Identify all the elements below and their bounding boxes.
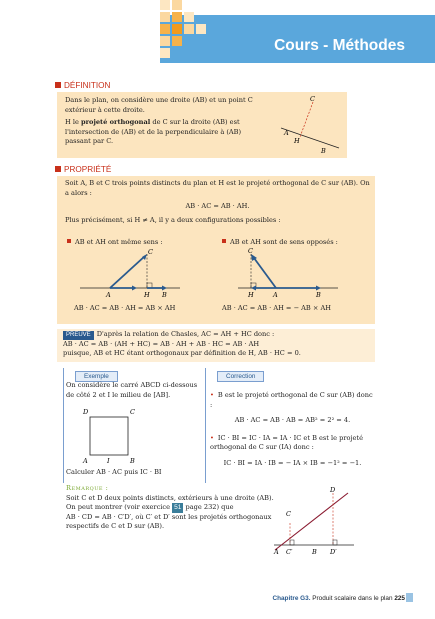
svg-text:B: B (130, 457, 135, 465)
case1-figure (70, 246, 190, 306)
svg-text:B: B (312, 548, 317, 556)
svg-text:C: C (310, 95, 315, 103)
correction-tag: Correction (217, 371, 264, 382)
svg-text:H: H (144, 291, 150, 299)
svg-text:C′: C′ (286, 548, 293, 556)
example-text: On considère le carré ABCD ci-dessous de côté 2 et I le milieu de [AB]. (66, 381, 198, 399)
definition-figure (275, 92, 345, 154)
property-text: Soit A, B et C trois points distincts du plan et H est le projeté orthogonal de C sur (AB). On a alors : AB · AC = AB · AH. Plus précisément, si H ≠ A, il y a deux configurations possibles : (65, 179, 370, 224)
header-decoration (160, 0, 435, 68)
svg-text:D: D (83, 408, 89, 416)
proof-text: PREUVE D'après la relation de Chasles, AC = AH + HC donc : AB · AC = AB · (AH + HC) = AB · AH + AB · HC = AB · AH puisque, AB et HC étant orthogonaux par définition de H, AB · HC = 0. (63, 330, 301, 358)
svg-text:A: A (106, 291, 111, 299)
exercise-link[interactable]: 51 (174, 504, 182, 512)
definition-text: Dans le plan, on considère une droite (AB) et un point C extérieur à cette droite. H le projeté orthogonal de C sur la droite (AB) est l'intersection de (AB) et de la perpendiculaire à (AB) passant par C. (65, 96, 253, 146)
case2-formula: AB · AC = AB · AH = − AB × AH (222, 304, 331, 312)
case2-label: AB et AH sont de sens opposés : (222, 238, 338, 248)
footer: Chapitre G3. Produit scalaire dans le plan 225 (272, 595, 405, 602)
case1-label: AB et AH ont même sens : (67, 238, 163, 248)
svg-text:B: B (162, 291, 167, 299)
property-formula: AB · AC = AB · AH. (185, 202, 250, 211)
svg-text:C: C (148, 248, 153, 256)
page-title: Cours - Méthodes (274, 37, 405, 54)
svg-text:B: B (316, 291, 321, 299)
svg-text:A: A (274, 548, 279, 556)
example-tag: Exemple (75, 371, 118, 382)
square-figure (80, 403, 160, 465)
proof-tag: PREUVE (63, 331, 94, 340)
svg-text:A: A (273, 291, 278, 299)
svg-text:C: C (248, 247, 253, 255)
svg-text:I: I (107, 457, 110, 465)
svg-text:A: A (284, 129, 289, 137)
svg-text:A: A (83, 457, 88, 465)
case1-formula: AB · AC = AB · AH = AB × AH (74, 304, 176, 312)
remark-figure (270, 485, 355, 557)
svg-text:D: D (330, 486, 336, 494)
remark-heading: Remarque : (66, 484, 109, 492)
page-number: 225 (394, 595, 405, 602)
example-question: Calculer AB · AC puis IC · BI (66, 468, 162, 476)
definition-heading: DÉFINITION (55, 80, 110, 92)
correction-text: • B est le projeté orthogonal de C sur (AB) donc : AB · AC = AB · AB = AB² = 2² = 4. • IC · BI = IC · IA = IA · IC et B est le projeté orthogonal de C sur (IA) donc : IC · BI = IA · IB = − IA × IB = −1² = −1. (210, 391, 373, 467)
svg-text:H: H (248, 291, 254, 299)
case2-figure (228, 246, 348, 306)
svg-text:D′: D′ (330, 548, 337, 556)
property-heading: PROPRIÉTÉ (55, 164, 111, 176)
svg-text:B: B (321, 147, 326, 154)
remark-text: Remarque : Soit C et D deux points distincts, extérieurs à une droite (AB). On peut montrer (voir exercice 51 page 232) que AB · CD = AB · C′D′, où C′ et D′ sont les projetés orthogonaux respectifs de C et D sur (AB). (66, 484, 276, 532)
footer-marker (406, 593, 413, 602)
svg-text:H: H (294, 137, 300, 145)
svg-text:C: C (130, 408, 135, 416)
svg-text:C: C (286, 510, 291, 518)
